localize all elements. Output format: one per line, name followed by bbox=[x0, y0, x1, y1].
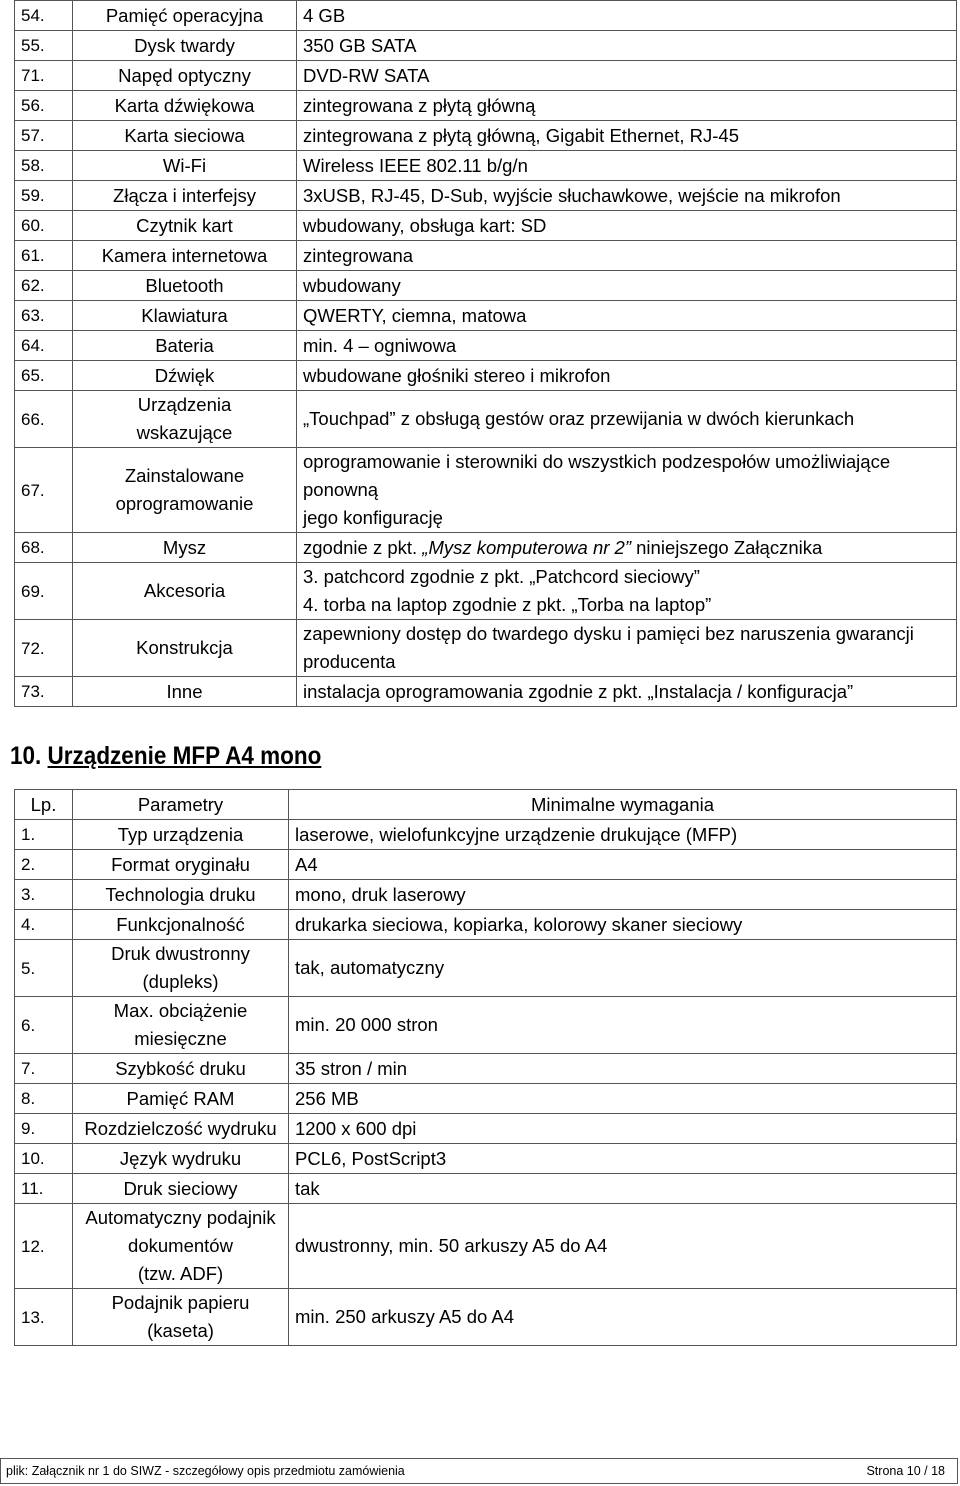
table-row bbox=[15, 1084, 957, 1114]
spec-table-laptop-body bbox=[15, 1, 957, 707]
table-row bbox=[15, 1204, 957, 1289]
parameter-line: Bateria bbox=[155, 335, 214, 356]
header-minimalne-wymagania: Minimalne wymagania bbox=[289, 790, 957, 820]
table-row bbox=[15, 271, 957, 301]
row-number: 3. bbox=[15, 880, 73, 910]
parameter-line: Druk dwustronny bbox=[111, 943, 250, 964]
parameter-line: Klawiatura bbox=[141, 305, 228, 326]
row-number: 65. bbox=[15, 361, 73, 391]
parameter-line: Kamera internetowa bbox=[101, 245, 268, 266]
table-row bbox=[15, 677, 957, 707]
row-parameter bbox=[73, 211, 297, 241]
table-row bbox=[15, 1, 957, 31]
row-number: 4. bbox=[15, 910, 73, 940]
parameter-line: wskazujące bbox=[136, 422, 233, 443]
parameter-line: Czytnik kart bbox=[136, 215, 233, 236]
section-heading bbox=[10, 742, 321, 771]
row-parameter bbox=[73, 820, 289, 850]
table-row bbox=[15, 151, 957, 181]
value-line: zapewniony dostęp do twardego dysku i pamięci bez naruszenia gwarancji bbox=[303, 623, 914, 644]
parameter-line: dokumentów bbox=[128, 1235, 233, 1256]
footer-page-number: Strona 10 / 18 bbox=[866, 1464, 945, 1478]
row-number: 71. bbox=[15, 61, 73, 91]
parameter-line: Zainstalowane bbox=[124, 465, 245, 486]
parameter-line: Wi-Fi bbox=[162, 155, 207, 176]
row-parameter bbox=[73, 31, 297, 61]
table-header-row bbox=[15, 790, 957, 820]
table-row bbox=[15, 448, 957, 533]
row-value bbox=[297, 620, 957, 677]
row-number: 64. bbox=[15, 331, 73, 361]
row-parameter bbox=[73, 1114, 289, 1144]
row-value bbox=[289, 1289, 957, 1346]
value-part: „Mysz komputerowa nr 2” bbox=[422, 537, 631, 558]
row-number: 56. bbox=[15, 91, 73, 121]
table-row bbox=[15, 91, 957, 121]
row-parameter bbox=[73, 1054, 289, 1084]
row-value bbox=[297, 331, 957, 361]
row-value bbox=[297, 1, 957, 31]
row-parameter bbox=[73, 1144, 289, 1174]
header-parametry: Parametry bbox=[73, 790, 289, 820]
spec-table-mfp bbox=[14, 789, 957, 1346]
row-value bbox=[289, 850, 957, 880]
row-number: 9. bbox=[15, 1114, 73, 1144]
value-line: 3xUSB, RJ-45, D-Sub, wyjście słuchawkowe, wejście na mikrofon bbox=[303, 185, 841, 206]
table-row bbox=[15, 910, 957, 940]
row-parameter bbox=[73, 880, 289, 910]
value-part: niniejszego Załącznika bbox=[631, 537, 823, 558]
row-number: 63. bbox=[15, 301, 73, 331]
row-value bbox=[297, 677, 957, 707]
parameter-line: Druk sieciowy bbox=[123, 1178, 238, 1199]
row-number: 67. bbox=[15, 448, 73, 533]
table-row bbox=[15, 620, 957, 677]
page-footer bbox=[0, 1458, 958, 1484]
value-part: zgodnie z pkt. bbox=[303, 537, 423, 558]
value-line: drukarka sieciowa, kopiarka, kolorowy skaner sieciowy bbox=[295, 914, 743, 935]
table-row bbox=[15, 241, 957, 271]
parameter-line: Format oryginału bbox=[111, 854, 250, 875]
row-number: 12. bbox=[15, 1204, 73, 1289]
row-parameter bbox=[73, 1204, 289, 1289]
value-line: 35 stron / min bbox=[295, 1058, 408, 1079]
table-row bbox=[15, 391, 957, 448]
row-number: 10. bbox=[15, 1144, 73, 1174]
row-number: 7. bbox=[15, 1054, 73, 1084]
row-number: 73. bbox=[15, 677, 73, 707]
row-number: 61. bbox=[15, 241, 73, 271]
value-line: mono, druk laserowy bbox=[295, 884, 466, 905]
row-parameter bbox=[73, 241, 297, 271]
row-value bbox=[297, 91, 957, 121]
table-row bbox=[15, 31, 957, 61]
row-parameter bbox=[73, 910, 289, 940]
row-value bbox=[297, 448, 957, 533]
row-value bbox=[297, 151, 957, 181]
parameter-line: Akcesoria bbox=[143, 580, 226, 601]
row-value bbox=[289, 940, 957, 997]
parameter-line: Pamięć RAM bbox=[126, 1088, 235, 1109]
parameter-line: Technologia druku bbox=[105, 884, 256, 905]
value-line: oprogramowanie i sterowniki do wszystkich podzespołów umożliwiające ponowną bbox=[303, 451, 891, 500]
row-number: 62. bbox=[15, 271, 73, 301]
row-number: 8. bbox=[15, 1084, 73, 1114]
row-parameter bbox=[73, 533, 297, 563]
row-number: 13. bbox=[15, 1289, 73, 1346]
row-value bbox=[297, 563, 957, 620]
parameter-line: Urządzenia bbox=[137, 394, 232, 415]
row-parameter bbox=[73, 1289, 289, 1346]
row-number: 72. bbox=[15, 620, 73, 677]
row-parameter bbox=[73, 563, 297, 620]
parameter-line: oprogramowanie bbox=[115, 493, 254, 514]
row-parameter bbox=[73, 1174, 289, 1204]
table-row bbox=[15, 563, 957, 620]
value-line: 256 MB bbox=[295, 1088, 359, 1109]
value-line: 1200 x 600 dpi bbox=[295, 1118, 417, 1139]
value-line: PCL6, PostScript3 bbox=[295, 1148, 447, 1169]
section-number: 10. bbox=[10, 742, 42, 770]
parameter-line: Automatyczny podajnik bbox=[85, 1207, 276, 1228]
row-value bbox=[289, 1144, 957, 1174]
row-value bbox=[297, 391, 957, 448]
value-line: zintegrowana z płytą główną bbox=[303, 95, 536, 116]
row-number: 5. bbox=[15, 940, 73, 997]
row-parameter bbox=[73, 181, 297, 211]
parameter-line: Mysz bbox=[162, 537, 207, 558]
value-line: tak, automatyczny bbox=[295, 957, 445, 978]
row-number: 2. bbox=[15, 850, 73, 880]
value-line: min. 4 – ogniwowa bbox=[303, 335, 457, 356]
table-row bbox=[15, 850, 957, 880]
row-value bbox=[297, 211, 957, 241]
parameter-line: Złącza i interfejsy bbox=[113, 185, 256, 206]
value-line: wbudowany, obsługa kart: SD bbox=[303, 215, 547, 236]
parameter-line: Max. obciążenie bbox=[113, 1000, 248, 1021]
value-line: zintegrowana bbox=[303, 245, 414, 266]
value-line: „Touchpad” z obsługą gestów oraz przewijania w dwóch kierunkach bbox=[303, 408, 855, 429]
parameter-line: Bluetooth bbox=[145, 275, 224, 296]
row-parameter bbox=[73, 620, 297, 677]
table-row bbox=[15, 121, 957, 151]
parameter-line: Dysk twardy bbox=[134, 35, 235, 56]
value-line: min. 250 arkuszy A5 do A4 bbox=[295, 1306, 515, 1327]
row-value bbox=[289, 910, 957, 940]
value-line: jego konfigurację bbox=[303, 507, 443, 528]
row-parameter bbox=[73, 301, 297, 331]
row-parameter bbox=[73, 940, 289, 997]
row-parameter bbox=[73, 1084, 289, 1114]
table-row bbox=[15, 331, 957, 361]
table-row bbox=[15, 1054, 957, 1084]
row-value bbox=[297, 533, 957, 563]
row-value bbox=[297, 121, 957, 151]
row-parameter bbox=[73, 391, 297, 448]
row-value bbox=[297, 61, 957, 91]
parameter-line: (tzw. ADF) bbox=[137, 1263, 224, 1284]
parameter-line: Szybkość druku bbox=[115, 1058, 246, 1079]
parameter-line: Język wydruku bbox=[119, 1148, 242, 1169]
value-line: 4. torba na laptop zgodnie z pkt. „Torba na laptop” bbox=[303, 594, 712, 615]
row-value bbox=[289, 1054, 957, 1084]
table-row bbox=[15, 301, 957, 331]
row-parameter bbox=[73, 151, 297, 181]
value-line: dwustronny, min. 50 arkuszy A5 do A4 bbox=[295, 1235, 608, 1256]
row-number: 60. bbox=[15, 211, 73, 241]
table-row bbox=[15, 533, 957, 563]
row-value bbox=[289, 820, 957, 850]
value-line: DVD-RW SATA bbox=[303, 65, 430, 86]
row-value bbox=[297, 241, 957, 271]
table-row bbox=[15, 880, 957, 910]
footer-file-label: plik: Załącznik nr 1 do SIWZ - szczegółowy opis przedmiotu zamówienia bbox=[6, 1464, 405, 1478]
table-row bbox=[15, 61, 957, 91]
value-line: Wireless IEEE 802.11 b/g/n bbox=[303, 155, 528, 176]
row-number: 57. bbox=[15, 121, 73, 151]
row-parameter bbox=[73, 448, 297, 533]
parameter-line: Rozdzielczość wydruku bbox=[84, 1118, 277, 1139]
row-value bbox=[289, 1114, 957, 1144]
row-value bbox=[297, 301, 957, 331]
table-row bbox=[15, 820, 957, 850]
row-number: 55. bbox=[15, 31, 73, 61]
table-row bbox=[15, 1114, 957, 1144]
value-line: min. 20 000 stron bbox=[295, 1014, 438, 1035]
table-row bbox=[15, 1289, 957, 1346]
parameter-line: Inne bbox=[166, 681, 203, 702]
row-parameter bbox=[73, 121, 297, 151]
section-title: Urządzenie MFP A4 mono bbox=[47, 742, 322, 770]
row-number: 68. bbox=[15, 533, 73, 563]
parameter-line: Dźwięk bbox=[154, 365, 215, 386]
row-number: 59. bbox=[15, 181, 73, 211]
spec-table-mfp-body bbox=[15, 790, 957, 1346]
value-line: 3. patchcord zgodnie z pkt. „Patchcord sieciowy” bbox=[303, 566, 700, 587]
row-number: 54. bbox=[15, 1, 73, 31]
row-parameter bbox=[73, 91, 297, 121]
parameter-line: (dupleks) bbox=[142, 971, 219, 992]
parameter-line: Napęd optyczny bbox=[118, 65, 251, 86]
value-line: 4 GB bbox=[303, 5, 346, 26]
row-number: 69. bbox=[15, 563, 73, 620]
parameter-line: Pamięć operacyjna bbox=[105, 5, 264, 26]
row-parameter bbox=[73, 271, 297, 301]
parameter-line: Funkcjonalność bbox=[116, 914, 245, 935]
row-parameter bbox=[73, 361, 297, 391]
parameter-line: Podajnik papieru bbox=[111, 1292, 250, 1313]
table-row bbox=[15, 940, 957, 997]
row-value bbox=[289, 880, 957, 910]
row-value bbox=[297, 361, 957, 391]
row-value bbox=[297, 271, 957, 301]
row-value bbox=[297, 31, 957, 61]
row-number: 6. bbox=[15, 997, 73, 1054]
value-line: wbudowane głośniki stereo i mikrofon bbox=[303, 365, 611, 386]
row-parameter bbox=[73, 997, 289, 1054]
value-line: instalacja oprogramowania zgodnie z pkt. „Instalacja / konfiguracja” bbox=[303, 681, 854, 702]
value-line: QWERTY, ciemna, matowa bbox=[303, 305, 527, 326]
header-lp: Lp. bbox=[15, 790, 73, 820]
spec-table-laptop bbox=[14, 0, 957, 707]
row-parameter bbox=[73, 61, 297, 91]
row-value bbox=[289, 1084, 957, 1114]
parameter-line: (kaseta) bbox=[147, 1320, 214, 1341]
row-parameter bbox=[73, 677, 297, 707]
value-line: wbudowany bbox=[303, 275, 401, 296]
table-row bbox=[15, 181, 957, 211]
value-line: producenta bbox=[303, 651, 396, 672]
row-number: 66. bbox=[15, 391, 73, 448]
value-line: zintegrowana z płytą główną, Gigabit Ethernet, RJ-45 bbox=[303, 125, 740, 146]
parameter-line: Karta dźwiękowa bbox=[114, 95, 255, 116]
table-row bbox=[15, 997, 957, 1054]
row-value bbox=[289, 1174, 957, 1204]
row-parameter bbox=[73, 850, 289, 880]
value-line: A4 bbox=[295, 854, 318, 875]
value-line: tak bbox=[295, 1178, 320, 1199]
table-row bbox=[15, 211, 957, 241]
table-row bbox=[15, 1144, 957, 1174]
parameter-line: Karta sieciowa bbox=[124, 125, 245, 146]
row-number: 1. bbox=[15, 820, 73, 850]
parameter-line: Typ urządzenia bbox=[117, 824, 244, 845]
value-line: 350 GB SATA bbox=[303, 35, 417, 56]
parameter-line: Konstrukcja bbox=[136, 637, 233, 658]
value-line: laserowe, wielofunkcyjne urządzenie drukujące (MFP) bbox=[295, 824, 738, 845]
row-value bbox=[297, 181, 957, 211]
table-row bbox=[15, 361, 957, 391]
parameter-line: miesięczne bbox=[134, 1028, 227, 1049]
row-number: 58. bbox=[15, 151, 73, 181]
table-row bbox=[15, 1174, 957, 1204]
row-value bbox=[289, 1204, 957, 1289]
row-parameter bbox=[73, 1, 297, 31]
row-parameter bbox=[73, 331, 297, 361]
row-number: 11. bbox=[15, 1174, 73, 1204]
row-value bbox=[289, 997, 957, 1054]
